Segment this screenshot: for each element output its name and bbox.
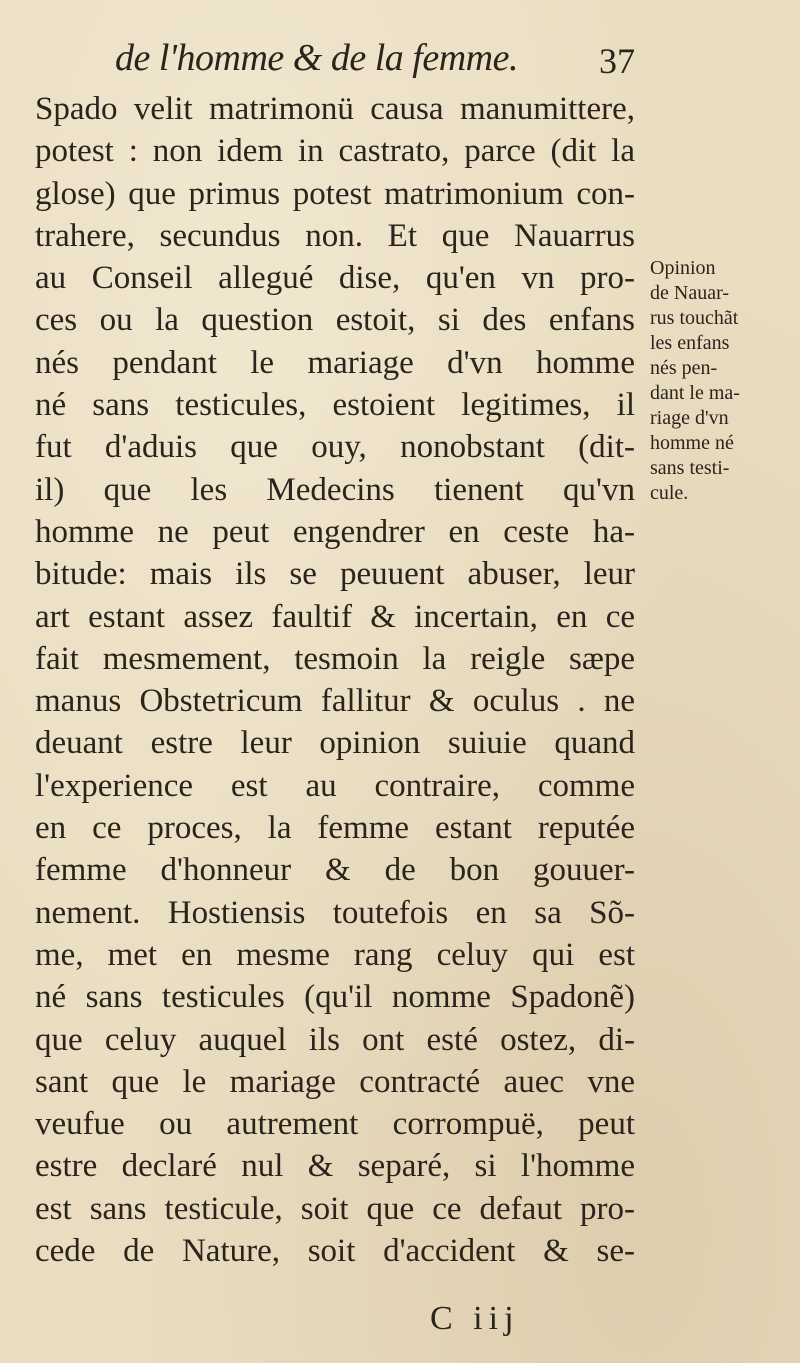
text-line: au Conseil allegué dise, qu'en vn pro-	[35, 260, 635, 297]
text-line: veufue ou autrement corrompuë, peut	[35, 1106, 635, 1143]
text-line: l'experience est au contraire, comme	[35, 767, 635, 804]
marginal-note-line: les enfans	[650, 332, 730, 354]
text-line: né sans testicules, estoient legitimes, il	[35, 387, 635, 424]
marginal-note-line: rus touchãt	[650, 307, 739, 329]
text-line: ces ou la question estoit, si des enfans	[35, 302, 635, 339]
text-line: manus Obstetricum fallitur & oculus . ne	[35, 683, 635, 720]
text-line: fait mesmement, tesmoin la reigle sæpe	[35, 640, 635, 677]
text-line: nés pendant le mariage d'vn homme	[35, 344, 635, 381]
main-text-block	[35, 88, 635, 1272]
text-line: potest : non idem in castrato, parce (dit la	[35, 133, 635, 170]
marginal-note-line: dant le ma-	[650, 382, 740, 404]
text-line: femme d'honneur & de bon gouuer-	[35, 852, 635, 889]
page-header	[115, 34, 635, 84]
marginal-note-line: sans testi-	[650, 457, 730, 479]
text-line: deuant estre leur opinion suiuie quand	[35, 725, 635, 762]
marginal-note	[650, 256, 795, 506]
marginal-note-line: riage d'vn	[650, 407, 729, 429]
page-number: 37	[599, 41, 635, 81]
text-line: que celuy auquel ils ont esté ostez, di-	[35, 1021, 635, 1058]
running-title: de l'homme & de la femme.	[115, 37, 518, 79]
signature-mark: C iij	[430, 1300, 520, 1337]
text-line: Spado velit matrimonü causa manumittere,	[35, 91, 635, 127]
marginal-note-line: homme né	[650, 432, 734, 454]
text-line: art estant assez faultif & incertain, en ce	[35, 598, 635, 635]
text-line: glose) que primus potest matrimonium con-	[35, 175, 635, 212]
text-line: me, met en mesme rang celuy qui est	[35, 936, 635, 973]
text-line: bitude: mais ils se peuuent abuser, leur	[35, 556, 635, 593]
text-line: homme ne peut engendrer en ceste ha-	[35, 513, 635, 550]
text-line: nement. Hostiensis toutefois en sa Sõ-	[35, 894, 635, 931]
text-line: en ce proces, la femme estant reputée	[35, 810, 635, 847]
text-line: il) que les Medecins tienent qu'vn	[35, 471, 635, 508]
text-line: fut d'aduis que ouy, nonobstant (dit-	[35, 429, 635, 466]
text-line: cede de Nature, soit d'accident & se-	[35, 1233, 635, 1270]
marginal-note-line: Opinion	[650, 257, 716, 279]
text-line: est sans testicule, soit que ce defaut pro-	[35, 1190, 635, 1227]
text-line: né sans testicules (qu'il nomme Spadonẽ)	[35, 979, 635, 1016]
marginal-note-line: de Nauar-	[650, 282, 729, 304]
marginal-note-line: nés pen-	[650, 357, 718, 379]
text-line: trahere, secundus non. Et que Nauarrus	[35, 217, 635, 254]
text-line: estre declaré nul & separé, si l'homme	[35, 1148, 635, 1185]
marginal-note-line: cule.	[650, 482, 689, 504]
text-line: sant que le mariage contracté auec vne	[35, 1063, 635, 1100]
